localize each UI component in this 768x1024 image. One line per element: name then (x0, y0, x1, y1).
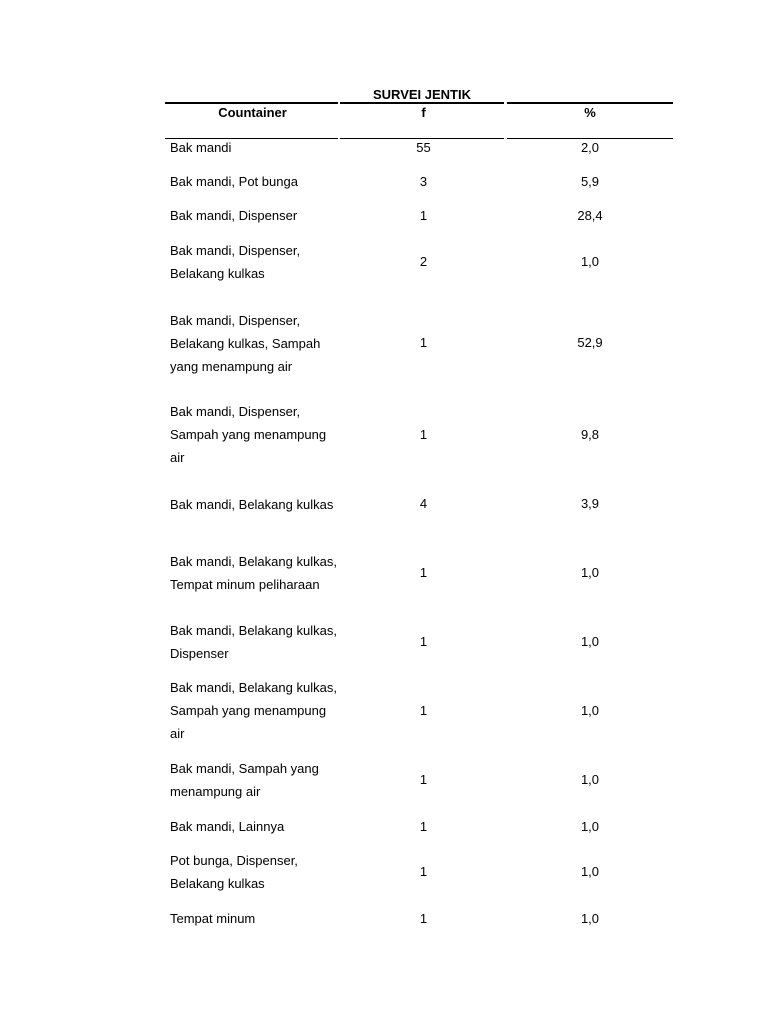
header-f: f (421, 105, 426, 120)
table-row (165, 481, 673, 527)
cell-percent: 28,4 (577, 208, 603, 223)
table-row (165, 297, 673, 389)
cell-container: Bak mandi, Pot bunga (170, 174, 298, 189)
cell-f: 1 (419, 426, 428, 442)
cell-container: Bak mandi, Belakang kulkas, Sampah yang menampung air (170, 680, 337, 741)
cell-percent: 2,0 (580, 140, 600, 155)
cell-container: Bak mandi, Dispenser (170, 208, 298, 223)
header-container: Countainer (218, 105, 287, 120)
cell-f: 1 (419, 772, 428, 787)
table-row (165, 619, 673, 665)
table-title: SURVEI JENTIK (372, 87, 471, 102)
table-row (165, 757, 673, 803)
table-row (165, 676, 673, 745)
cell-f: 3 (419, 174, 428, 189)
cell-f: 55 (416, 140, 431, 155)
table-row (165, 239, 673, 285)
table-row (165, 173, 673, 191)
cell-container: Bak mandi, Belakang kulkas (170, 496, 334, 512)
cell-container: Bak mandi, Lainnya (170, 819, 285, 834)
table-row (165, 538, 673, 607)
cell-container: Tempat minum (170, 911, 256, 926)
cell-percent: 1,0 (580, 864, 600, 879)
cell-f: 1 (419, 864, 428, 879)
table-row (165, 910, 673, 928)
cell-percent: 1,0 (580, 772, 600, 787)
cell-container: Bak mandi, Dispenser, Sampah yang menampung air (170, 404, 327, 465)
cell-container: Bak mandi (170, 140, 232, 155)
cell-container: Bak mandi, Belakang kulkas, Tempat minum peliharaan (170, 553, 337, 592)
cell-f: 1 (419, 634, 428, 649)
cell-percent: 1,0 (580, 254, 600, 269)
cell-f: 1 (419, 208, 428, 223)
cell-container: Bak mandi, Dispenser, Belakang kulkas (170, 243, 301, 281)
cell-f: 2 (419, 254, 428, 269)
cell-container: Bak mandi, Dispenser, Belakang kulkas, Sampah yang menampung air (170, 312, 321, 374)
cell-container: Bak mandi, Belakang kulkas, Dispenser (170, 623, 337, 661)
table-row (165, 207, 673, 225)
cell-f: 1 (419, 911, 428, 926)
cell-f: 1 (419, 702, 428, 718)
table-row (165, 818, 673, 836)
table-row (165, 849, 673, 895)
cell-percent: 3,9 (580, 496, 600, 511)
cell-container: Pot bunga, Dispenser, Belakang kulkas (170, 853, 298, 891)
cell-container: Bak mandi, Sampah yang menampung air (170, 761, 319, 799)
table-row (165, 400, 673, 469)
cell-percent: 1,0 (580, 819, 600, 834)
cell-percent: 9,8 (580, 426, 600, 442)
cell-percent: 1,0 (580, 702, 600, 718)
header-percent: % (584, 105, 596, 120)
cell-percent: 5,9 (580, 174, 600, 189)
cell-f: 4 (419, 496, 428, 511)
cell-f: 1 (419, 819, 428, 834)
cell-percent: 52,9 (577, 335, 603, 350)
table-row (165, 139, 673, 157)
cell-percent: 1,0 (580, 564, 600, 580)
table-header-row (165, 104, 673, 122)
cell-percent: 1,0 (580, 911, 600, 926)
cell-percent: 1,0 (580, 634, 600, 649)
cell-f: 1 (419, 564, 428, 580)
cell-f: 1 (419, 335, 428, 350)
